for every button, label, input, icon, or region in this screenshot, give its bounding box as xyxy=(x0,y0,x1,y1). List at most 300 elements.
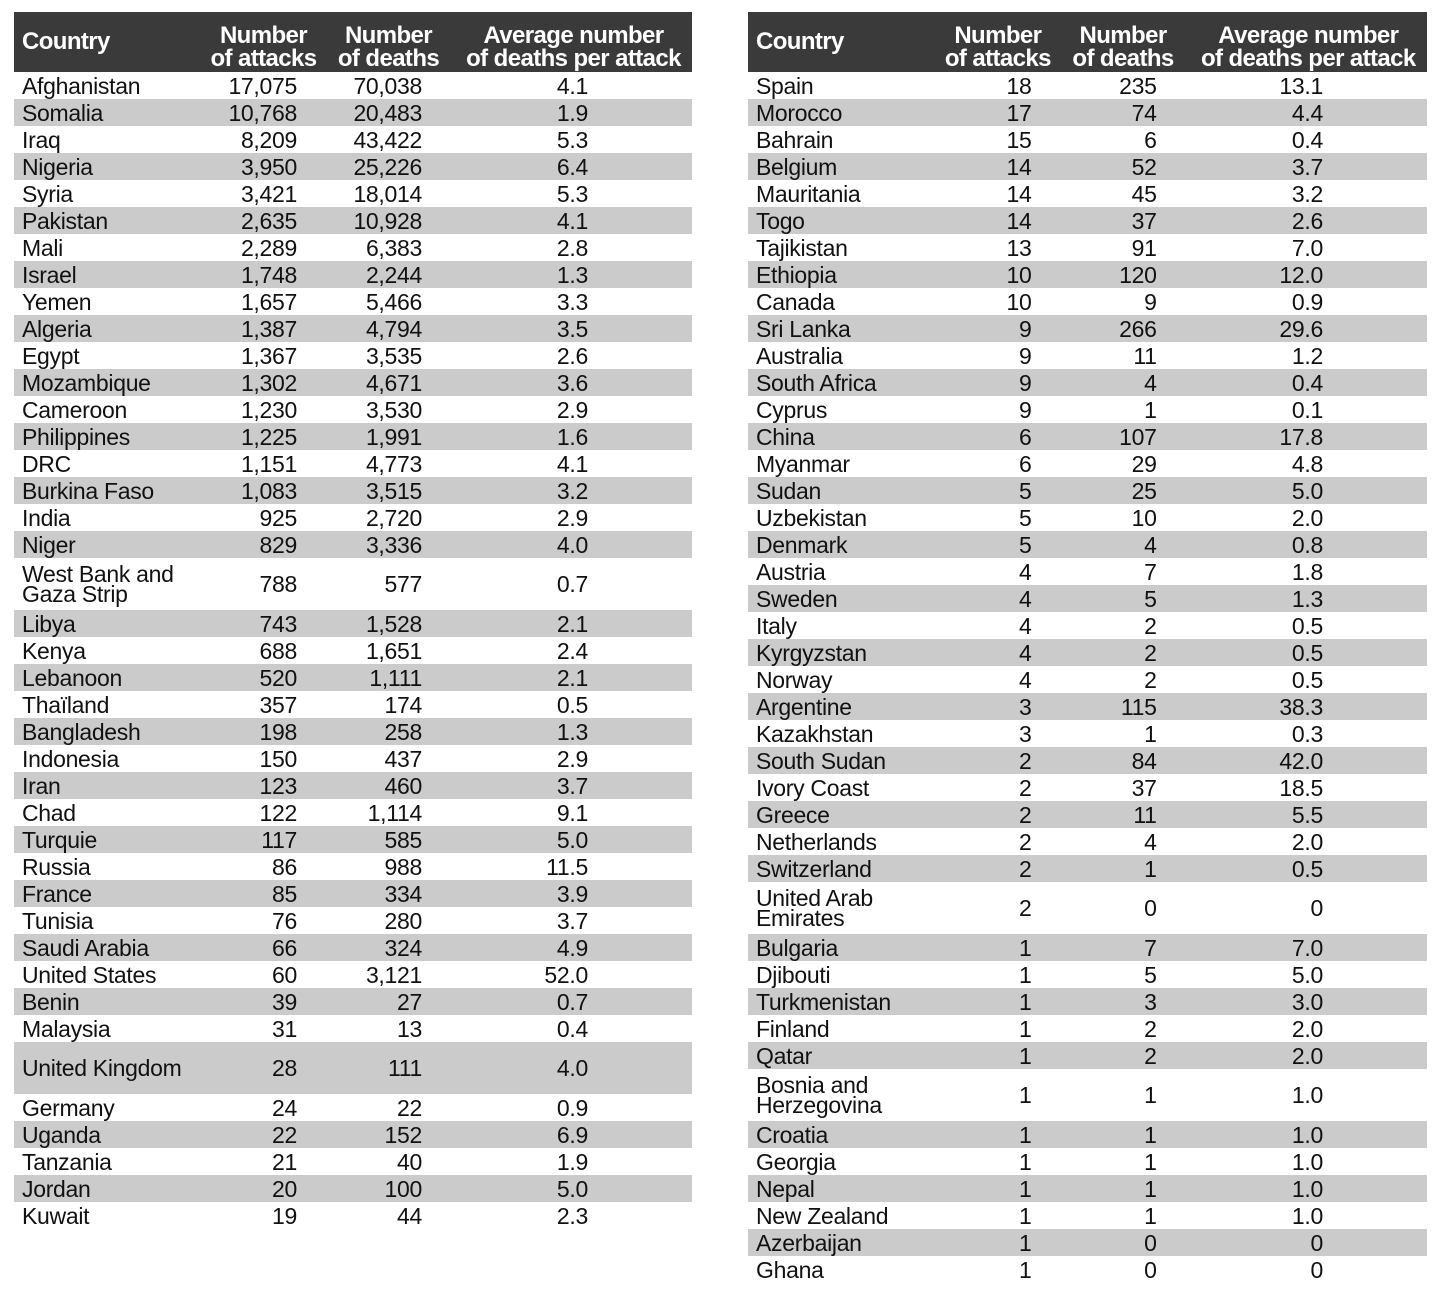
attacks-cell: 85 xyxy=(205,880,322,907)
attacks-cell: 13 xyxy=(1006,234,1032,261)
average-cell: 5.0 xyxy=(1190,477,1427,504)
country-cell: Denmark xyxy=(748,531,939,558)
table-row xyxy=(748,180,1427,207)
deaths-cell: 1 xyxy=(1056,1121,1189,1148)
deaths-cell: 6,383 xyxy=(365,234,422,261)
attacks-cell: 520 xyxy=(205,664,322,691)
average-cell: 0.7 xyxy=(455,988,692,1015)
deaths-cell: 29 xyxy=(1131,450,1157,477)
table-row xyxy=(748,693,1427,720)
attacks-cell: 357 xyxy=(259,691,297,718)
average-cell: 0.4 xyxy=(556,1015,588,1042)
deaths-cell: 10,928 xyxy=(322,207,455,234)
average-cell: 0.3 xyxy=(1291,720,1323,747)
deaths-cell: 577 xyxy=(384,571,422,597)
country-cell: Malaysia xyxy=(22,1015,111,1042)
country-cell: Syria xyxy=(22,180,73,207)
country-cell: Kuwait xyxy=(22,1202,90,1229)
deaths-cell: 1,528 xyxy=(322,610,455,637)
attacks-cell: 66 xyxy=(205,934,322,961)
average-cell: 1.3 xyxy=(455,718,692,745)
average-cell: 4.1 xyxy=(455,207,692,234)
average-cell: 7.0 xyxy=(1291,234,1323,261)
deaths-cell: 152 xyxy=(322,1121,455,1148)
deaths-cell: 3,530 xyxy=(365,396,422,423)
attacks-cell: 17 xyxy=(939,99,1056,126)
country-cell: Bahrain xyxy=(756,126,834,153)
deaths-cell: 2 xyxy=(1144,666,1157,693)
table-row xyxy=(748,450,1427,477)
attacks-cell: 829 xyxy=(205,531,322,558)
country-cell: Turkmenistan xyxy=(748,988,939,1015)
table-row xyxy=(748,126,1427,153)
average-cell: 1.0 xyxy=(1291,1082,1323,1108)
country-cell: Benin xyxy=(14,988,205,1015)
attacks-cell: 3,421 xyxy=(240,180,297,207)
attacks-cell: 39 xyxy=(205,988,322,1015)
table-row xyxy=(748,1069,1427,1121)
country-cell: Greece xyxy=(748,801,939,828)
table-row xyxy=(14,1175,692,1202)
country-cell: Kenya xyxy=(22,637,86,664)
deaths-cell: 45 xyxy=(1131,180,1157,207)
country-cell: Saudi Arabia xyxy=(14,934,205,961)
country-cell: Algeria xyxy=(14,315,205,342)
attacks-cell: 15 xyxy=(1006,126,1032,153)
country-cell: Qatar xyxy=(748,1042,939,1069)
attacks-cell: 4 xyxy=(939,585,1056,612)
average-cell: 0.9 xyxy=(556,1094,588,1121)
attacks-cell: 1 xyxy=(1018,1015,1032,1042)
average-cell: 2.9 xyxy=(556,745,588,772)
table-row xyxy=(14,799,692,826)
average-cell: 29.6 xyxy=(1190,315,1427,342)
average-cell: 3.0 xyxy=(1190,988,1427,1015)
country-cell: Italy xyxy=(756,612,797,639)
attacks-cell: 1,367 xyxy=(240,342,297,369)
country-cell: Morocco xyxy=(748,99,939,126)
header-attacks: Number of attacks xyxy=(939,12,1056,72)
attacks-cell: 1 xyxy=(1018,1256,1032,1283)
average-cell: 3.3 xyxy=(556,288,588,315)
attacks-cell: 123 xyxy=(205,772,322,799)
attacks-cell: 1 xyxy=(939,988,1056,1015)
average-cell: 0.4 xyxy=(1190,369,1427,396)
country-cell: Switzerland xyxy=(748,855,939,882)
attacks-cell: 6 xyxy=(1018,450,1032,477)
attacks-cell: 2 xyxy=(939,747,1056,774)
country-cell: Kyrgyzstan xyxy=(748,639,939,666)
attacks-cell: 4 xyxy=(1018,558,1032,585)
attacks-cell: 688 xyxy=(259,637,297,664)
country-cell: DRC xyxy=(22,450,71,477)
deaths-cell: 22 xyxy=(397,1094,422,1121)
attacks-cell: 1,230 xyxy=(240,396,297,423)
attacks-cell: 24 xyxy=(272,1094,297,1121)
average-cell: 0 xyxy=(1190,1229,1427,1256)
deaths-cell: 266 xyxy=(1056,315,1189,342)
deaths-cell: 0 xyxy=(1144,895,1157,921)
deaths-cell: 3,515 xyxy=(322,477,455,504)
deaths-cell: 43,422 xyxy=(353,126,422,153)
average-cell: 0.9 xyxy=(1291,288,1323,315)
attacks-cell: 2 xyxy=(1018,828,1032,855)
deaths-cell: 174 xyxy=(384,691,422,718)
table-row xyxy=(748,315,1427,342)
country-cell: Nigeria xyxy=(14,153,205,180)
table-row xyxy=(14,531,692,558)
average-cell: 6.9 xyxy=(455,1121,692,1148)
deaths-cell: 2 xyxy=(1144,612,1157,639)
table-row xyxy=(14,234,692,261)
attacks-cell: 788 xyxy=(259,571,297,597)
deaths-cell: 74 xyxy=(1056,99,1189,126)
average-cell: 11.5 xyxy=(546,853,588,880)
deaths-cell: 5 xyxy=(1056,585,1189,612)
attacks-cell: 3,950 xyxy=(205,153,322,180)
table-row xyxy=(748,747,1427,774)
table-row xyxy=(14,718,692,745)
country-cell: Lebanoon xyxy=(14,664,205,691)
average-cell: 2.0 xyxy=(1291,828,1323,855)
table-row xyxy=(748,1256,1427,1283)
attacks-cell: 5 xyxy=(939,477,1056,504)
country-cell: Bulgaria xyxy=(748,934,939,961)
table-row xyxy=(14,369,692,396)
attacks-cell: 3 xyxy=(939,693,1056,720)
average-cell: 0 xyxy=(1310,895,1323,921)
table-row xyxy=(748,585,1427,612)
country-cell: Ethiopia xyxy=(748,261,939,288)
deaths-cell: 91 xyxy=(1131,234,1157,261)
average-cell: 5.3 xyxy=(556,126,588,153)
table-row xyxy=(14,504,692,531)
average-cell: 3.2 xyxy=(1291,180,1323,207)
average-cell: 52.0 xyxy=(544,961,588,988)
table-row xyxy=(748,828,1427,855)
table-row xyxy=(14,664,692,691)
table-row xyxy=(748,612,1427,639)
country-cell: Ghana xyxy=(756,1256,824,1283)
attacks-cell: 1 xyxy=(939,1042,1056,1069)
table-row xyxy=(748,504,1427,531)
table-row xyxy=(748,801,1427,828)
deaths-cell: 25 xyxy=(1056,477,1189,504)
average-cell: 5.3 xyxy=(556,180,588,207)
country-cell: Togo xyxy=(748,207,939,234)
attacks-cell: 10 xyxy=(1006,288,1032,315)
table-row xyxy=(14,907,692,934)
attacks-cell: 1 xyxy=(939,1229,1056,1256)
average-cell: 1.9 xyxy=(556,1148,588,1175)
attacks-cell: 925 xyxy=(259,504,297,531)
average-cell: 4.4 xyxy=(1190,99,1427,126)
country-cell: Kazakhstan xyxy=(756,720,874,747)
average-cell: 9.1 xyxy=(556,799,588,826)
header-average: Average number of deaths per attack xyxy=(1190,12,1427,72)
table-row xyxy=(14,934,692,961)
average-cell: 3.7 xyxy=(1190,153,1427,180)
table-row xyxy=(14,1015,692,1042)
attacks-cell: 14 xyxy=(939,153,1056,180)
average-cell: 4.0 xyxy=(455,531,692,558)
country-cell: Georgia xyxy=(756,1148,836,1175)
deaths-cell: 1 xyxy=(1144,1148,1157,1175)
country-cell: Russia xyxy=(22,853,91,880)
average-cell: 0.5 xyxy=(1190,855,1427,882)
table-row xyxy=(14,207,692,234)
country-cell: Canada xyxy=(756,288,835,315)
country-cell: Egypt xyxy=(22,342,80,369)
deaths-cell: 84 xyxy=(1056,747,1189,774)
average-cell: 0 xyxy=(1310,1256,1323,1283)
attacks-cell: 1,225 xyxy=(205,423,322,450)
country-cell: Cameroon xyxy=(22,396,127,423)
deaths-cell: 4 xyxy=(1056,531,1189,558)
deaths-cell: 7 xyxy=(1056,934,1189,961)
deaths-cell: 437 xyxy=(384,745,422,772)
attacks-cell: 1 xyxy=(1018,1082,1032,1108)
table-row xyxy=(14,396,692,423)
table-row xyxy=(14,772,692,799)
table-row xyxy=(14,880,692,907)
attacks-cell: 31 xyxy=(272,1015,297,1042)
attacks-cell: 10,768 xyxy=(205,99,322,126)
average-cell: 7.0 xyxy=(1190,934,1427,961)
deaths-cell: 5,466 xyxy=(365,288,422,315)
average-cell: 1.2 xyxy=(1291,342,1323,369)
deaths-cell: 40 xyxy=(397,1148,422,1175)
country-cell: New Zealand xyxy=(756,1202,889,1229)
deaths-cell: 115 xyxy=(1056,693,1189,720)
table-row xyxy=(748,234,1427,261)
deaths-cell: 1 xyxy=(1056,1175,1189,1202)
attacks-cell: 1 xyxy=(939,1121,1056,1148)
attacks-cell: 86 xyxy=(272,853,297,880)
deaths-cell: 4 xyxy=(1144,828,1157,855)
table-row xyxy=(14,558,692,610)
average-cell: 4.0 xyxy=(455,1042,692,1094)
average-cell: 0.5 xyxy=(1291,666,1323,693)
average-cell: 2.0 xyxy=(1190,1042,1427,1069)
average-cell: 0.5 xyxy=(1190,639,1427,666)
attacks-cell: 9 xyxy=(939,315,1056,342)
deaths-cell: 11 xyxy=(1133,342,1157,369)
average-cell: 2.9 xyxy=(556,504,588,531)
country-cell: Sweden xyxy=(748,585,939,612)
country-cell: Bangladesh xyxy=(14,718,205,745)
attacks-cell: 17,075 xyxy=(228,72,297,99)
deaths-cell: 235 xyxy=(1119,72,1157,99)
country-cell: Djibouti xyxy=(756,961,831,988)
average-cell: 42.0 xyxy=(1190,747,1427,774)
table-row xyxy=(748,1148,1427,1175)
table-row xyxy=(14,126,692,153)
table-row xyxy=(748,207,1427,234)
deaths-cell: 1 xyxy=(1144,720,1157,747)
attacks-cell: 3 xyxy=(1018,720,1032,747)
country-cell: Iran xyxy=(14,772,205,799)
average-cell: 13.1 xyxy=(1279,72,1323,99)
country-cell: Azerbaijan xyxy=(748,1229,939,1256)
attacks-cell: 1 xyxy=(939,1175,1056,1202)
average-cell: 5.0 xyxy=(1291,961,1323,988)
country-cell: Belgium xyxy=(748,153,939,180)
table-row xyxy=(748,639,1427,666)
attacks-cell: 1,083 xyxy=(205,477,322,504)
average-cell: 2.8 xyxy=(556,234,588,261)
deaths-cell: 3,336 xyxy=(322,531,455,558)
attacks-cell: 5 xyxy=(1018,504,1032,531)
header-attacks: Number of attacks xyxy=(205,12,322,72)
header-country: Country xyxy=(748,12,939,72)
attacks-cell: 9 xyxy=(1018,342,1032,369)
table-row xyxy=(748,882,1427,934)
table-row xyxy=(14,342,692,369)
attacks-cell: 4 xyxy=(1018,666,1032,693)
deaths-cell: 6 xyxy=(1144,126,1157,153)
deaths-cell: 13 xyxy=(397,1015,422,1042)
attacks-cell: 2 xyxy=(939,855,1056,882)
attacks-cell: 2 xyxy=(939,801,1056,828)
table-row xyxy=(14,423,692,450)
table-row xyxy=(748,988,1427,1015)
deaths-cell: 2,720 xyxy=(365,504,422,531)
average-cell: 4.9 xyxy=(455,934,692,961)
average-cell: 2.3 xyxy=(556,1202,588,1229)
attacks-cell: 18 xyxy=(1006,72,1032,99)
attacks-cell: 14 xyxy=(1006,180,1032,207)
country-cell: France xyxy=(14,880,205,907)
deaths-cell: 4,773 xyxy=(365,450,422,477)
country-cell: Argentine xyxy=(748,693,939,720)
average-cell: 2.1 xyxy=(455,664,692,691)
average-cell: 1.0 xyxy=(1190,1175,1427,1202)
table-row xyxy=(748,774,1427,801)
average-cell: 3.5 xyxy=(455,315,692,342)
table-row xyxy=(14,477,692,504)
table-row xyxy=(748,261,1427,288)
table-row xyxy=(14,853,692,880)
attacks-cell: 150 xyxy=(259,745,297,772)
table-row xyxy=(14,315,692,342)
attacks-table-right xyxy=(748,12,1427,1283)
header-average: Average number of deaths per attack xyxy=(455,12,692,72)
attacks-cell: 1 xyxy=(1018,1202,1032,1229)
average-cell: 1.8 xyxy=(1291,558,1323,585)
deaths-cell: 37 xyxy=(1056,207,1189,234)
attacks-cell: 9 xyxy=(1018,396,1032,423)
table-row xyxy=(14,961,692,988)
average-cell: 1.9 xyxy=(455,99,692,126)
table-row xyxy=(748,1202,1427,1229)
country-cell: West Bank and Gaza Strip xyxy=(22,561,174,607)
deaths-cell: 44 xyxy=(397,1202,422,1229)
attacks-cell: 9 xyxy=(939,369,1056,396)
table-row xyxy=(748,855,1427,882)
table-row xyxy=(748,396,1427,423)
attacks-cell: 1,748 xyxy=(205,261,322,288)
attacks-cell: 10 xyxy=(939,261,1056,288)
table-row xyxy=(748,1175,1427,1202)
average-cell: 18.5 xyxy=(1279,774,1323,801)
country-cell: Sri Lanka xyxy=(748,315,939,342)
table-row xyxy=(748,934,1427,961)
average-cell: 3.6 xyxy=(455,369,692,396)
average-cell: 4.1 xyxy=(556,72,588,99)
country-cell: Ivory Coast xyxy=(756,774,870,801)
attacks-cell: 2 xyxy=(1018,774,1032,801)
average-cell: 38.3 xyxy=(1190,693,1427,720)
average-cell: 17.8 xyxy=(1190,423,1427,450)
deaths-cell: 1,114 xyxy=(367,799,422,826)
attacks-cell: 4 xyxy=(939,639,1056,666)
table-row xyxy=(748,1229,1427,1256)
average-cell: 2.6 xyxy=(1190,207,1427,234)
header-deaths: Number of deaths xyxy=(1056,12,1189,72)
country-cell: Tanzania xyxy=(22,1148,112,1175)
country-cell: Niger xyxy=(14,531,205,558)
average-cell: 0.4 xyxy=(1291,126,1323,153)
table-row xyxy=(14,1042,692,1094)
country-cell: Israel xyxy=(14,261,205,288)
deaths-cell: 52 xyxy=(1056,153,1189,180)
country-cell: Spain xyxy=(756,72,814,99)
country-cell: Turquie xyxy=(14,826,205,853)
attacks-cell: 1,302 xyxy=(205,369,322,396)
average-cell: 5.5 xyxy=(1190,801,1427,828)
country-cell: China xyxy=(748,423,939,450)
attacks-cell: 198 xyxy=(205,718,322,745)
attacks-cell: 2,635 xyxy=(205,207,322,234)
attacks-cell: 6 xyxy=(939,423,1056,450)
table-row xyxy=(14,610,692,637)
average-cell: 5.0 xyxy=(455,1175,692,1202)
country-cell: Burkina Faso xyxy=(14,477,205,504)
country-cell: United Kingdom xyxy=(14,1042,205,1094)
country-cell: Sudan xyxy=(748,477,939,504)
country-cell: Finland xyxy=(756,1015,830,1042)
country-cell: Croatia xyxy=(748,1121,939,1148)
attacks-cell: 14 xyxy=(939,207,1056,234)
table-row xyxy=(14,1202,692,1229)
country-cell: Austria xyxy=(756,558,826,585)
average-cell: 3.2 xyxy=(455,477,692,504)
deaths-cell: 0 xyxy=(1144,1256,1157,1283)
deaths-cell: 9 xyxy=(1144,288,1157,315)
header-deaths: Number of deaths xyxy=(322,12,455,72)
deaths-cell: 258 xyxy=(322,718,455,745)
header-row xyxy=(748,12,1427,72)
deaths-cell: 2 xyxy=(1056,1042,1189,1069)
deaths-cell: 988 xyxy=(384,853,422,880)
deaths-cell: 1 xyxy=(1144,1202,1157,1229)
deaths-cell: 334 xyxy=(322,880,455,907)
deaths-cell: 25,226 xyxy=(322,153,455,180)
average-cell: 1.0 xyxy=(1291,1202,1323,1229)
average-cell: 0.5 xyxy=(556,691,588,718)
country-cell: Libya xyxy=(14,610,205,637)
attacks-cell: 2 xyxy=(1018,895,1032,921)
attacks-cell: 5 xyxy=(939,531,1056,558)
country-cell: Cyprus xyxy=(756,396,828,423)
country-cell: Mozambique xyxy=(14,369,205,396)
table-row xyxy=(14,988,692,1015)
attacks-cell: 1,657 xyxy=(240,288,297,315)
table-row xyxy=(14,1094,692,1121)
table-row xyxy=(748,720,1427,747)
country-cell: United Arab Emirates xyxy=(756,885,873,931)
